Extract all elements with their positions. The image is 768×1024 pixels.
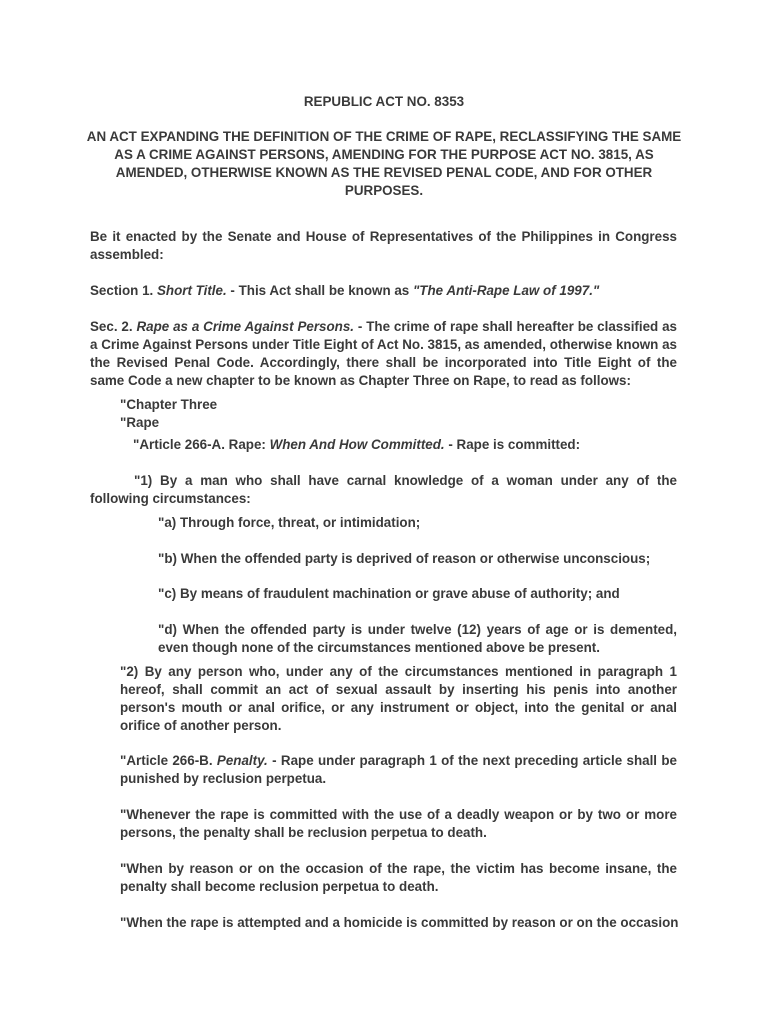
chapter-name: "Rape bbox=[120, 415, 160, 430]
section-1-label: Section 1. bbox=[90, 283, 154, 298]
subtitle-line: PURPOSES. bbox=[344, 183, 424, 198]
article-266a-label: "Article 266-A. Rape: bbox=[133, 437, 270, 452]
item-b: "b) When the offended party is deprived of reason or otherwise unconscious; bbox=[158, 551, 651, 566]
subtitle-line: AN ACT EXPANDING THE DEFINITION OF THE CRIME OF RAPE, RECLASSIFYING THE SAME bbox=[86, 129, 682, 144]
chapter-heading: "Chapter Three bbox=[120, 397, 218, 412]
article-266b-text: - Rape under paragraph 1 of the next preceding article shall be punished by reclusion perpetua. bbox=[120, 753, 677, 786]
act-title: REPUBLIC ACT NO. 8353 bbox=[303, 94, 465, 109]
section-2-text: - The crime of rape shall hereafter be classified as a Crime Against Persons under Title Eight of Act No. 3815, as amended, otherwise known as the Revised Penal Code. Accordingly, there shall be incorporated into Title Eight of the same Code a new chapter to be known as Chapter Three on Rape, to read as follows: bbox=[90, 319, 677, 388]
enacting-clause: Be it enacted by the Senate and House of Representatives of the Philippines in Congress assembled: bbox=[90, 229, 677, 262]
paragraph-2: "2) By any person who, under any of the circumstances mentioned in paragraph 1 hereof, shall commit an act of sexual assault by inserting his penis into another person's mouth or anal orifice, or any instrument or object, into the genital or anal orifice of another person. bbox=[120, 664, 677, 733]
item-c: "c) By means of fraudulent machination or grave abuse of authority; and bbox=[158, 586, 620, 601]
section-2-label: Sec. 2. bbox=[90, 319, 133, 334]
act-subtitle bbox=[60, 128, 708, 200]
subtitle-line: AMENDED, OTHERWISE KNOWN AS THE REVISED PENAL CODE, AND FOR OTHER bbox=[115, 165, 653, 180]
section-1-text: - This Act shall be known as bbox=[226, 283, 413, 298]
article-266a-heading: When And How Committed. bbox=[269, 437, 445, 452]
article-266b-label: "Article 266-B. bbox=[120, 753, 217, 768]
item-d: "d) When the offended party is under twelve (12) years of age or is demented, even though none of the circumstances mentioned above be present. bbox=[158, 622, 677, 655]
section-1-heading: Short Title. bbox=[157, 283, 227, 298]
article-266b-heading: Penalty. bbox=[216, 753, 268, 768]
item-a: "a) Through force, threat, or intimidation; bbox=[158, 515, 421, 530]
section-2 bbox=[90, 318, 677, 390]
article-266a bbox=[133, 436, 580, 454]
article-266a-text: - Rape is committed: bbox=[444, 437, 581, 452]
penalty-deadly-weapon: "Whenever the rape is committed with the use of a deadly weapon or by two or more persons, the penalty shall be reclusion perpetua to death. bbox=[120, 807, 677, 840]
article-266b bbox=[120, 752, 677, 788]
subtitle-line: AS A CRIME AGAINST PERSONS, AMENDING FOR THE PURPOSE ACT NO. 3815, AS bbox=[114, 147, 654, 162]
section-1 bbox=[90, 282, 677, 300]
penalty-insanity: "When by reason or on the occasion of the rape, the victim has become insane, the penalty shall become reclusion perpetua to death. bbox=[120, 861, 677, 894]
section-1-short-title: "The Anti-Rape Law of 1997." bbox=[412, 283, 600, 298]
section-2-heading: Rape as a Crime Against Persons. bbox=[136, 319, 355, 334]
penalty-attempted-homicide: "When the rape is attempted and a homicide is committed by reason or on the occasion bbox=[120, 915, 679, 930]
paragraph-1: "1) By a man who shall have carnal knowledge of a woman under any of the following circumstances: bbox=[90, 473, 677, 506]
